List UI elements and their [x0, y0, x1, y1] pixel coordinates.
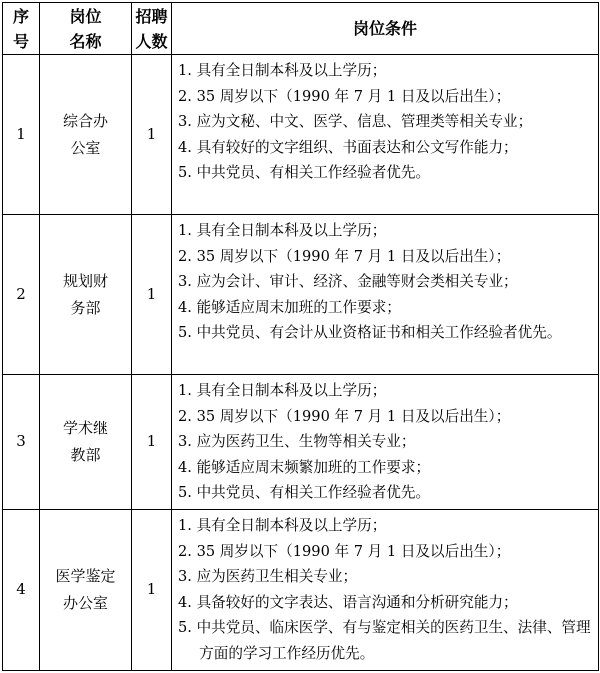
header-row — [3, 3, 599, 55]
condition-item: 1. 具有全日制本科及以上学历； — [178, 516, 387, 534]
condition-item: 4. 能够适应周末加班的工作要求； — [178, 298, 401, 316]
condition-item: 1. 具有全日制本科及以上学历； — [178, 222, 387, 239]
condition-item: 3. 应为医药卫生、生物等相关专业； — [178, 433, 416, 451]
row-position-name: 规划财 务部 — [40, 215, 132, 375]
condition-item: 4. 具备较好的文字表达、语言沟通和分析研究能力； — [178, 593, 518, 611]
condition-item: 2. 35 周岁以下（1990 年 7 月 1 日及以后出生）； — [178, 407, 511, 425]
table-row — [3, 509, 599, 670]
condition-item: 2. 35 周岁以下（1990 年 7 月 1 日及以后出生）； — [178, 247, 511, 265]
condition-item: 3. 应为医药卫生相关专业； — [178, 568, 358, 586]
condition-item: 5. 中共党员、有相关工作经验者优先。 — [178, 484, 431, 502]
row-conditions — [172, 375, 599, 510]
table-row — [3, 55, 599, 215]
condition-item: 5. 中共党员、临床医学、有与鉴定相关的医药卫生、法律、管理方面的学习工作经历优先。 — [178, 619, 591, 662]
header-conditions: 岗位条件 — [172, 3, 599, 55]
condition-item: 4. 能够适应周末频繁加班的工作要求； — [178, 458, 431, 476]
row-position-name: 学术继 教部 — [40, 375, 132, 510]
condition-item: 2. 35 周岁以下（1990 年 7 月 1 日及以后出生）； — [178, 87, 511, 105]
row-seq: 1 — [3, 55, 40, 215]
row-seq: 2 — [3, 215, 40, 375]
row-count: 1 — [132, 375, 172, 510]
table-row — [3, 375, 599, 510]
row-count: 1 — [132, 55, 172, 215]
condition-item: 4. 具有较好的文字组织、书面表达和公文写作能力； — [178, 138, 518, 156]
header-seq: 序 号 — [3, 3, 40, 55]
row-conditions — [172, 215, 599, 375]
table-row — [3, 215, 599, 375]
condition-item: 5. 中共党员、有相关工作经验者优先。 — [178, 164, 431, 182]
header-position-name: 岗位 名称 — [40, 3, 132, 55]
condition-item: 5. 中共党员、有会计从业资格证书和相关工作经验者优先。 — [178, 324, 562, 342]
condition-item: 3. 应为文秘、中文、医学、信息、管理类等相关专业； — [178, 113, 533, 131]
row-seq: 4 — [3, 509, 40, 670]
recruitment-table — [2, 2, 599, 671]
row-conditions — [172, 509, 599, 670]
row-position-name: 医学鉴定 办公室 — [40, 509, 132, 670]
condition-item: 1. 具有全日制本科及以上学历； — [178, 62, 387, 79]
row-count: 1 — [132, 215, 172, 375]
row-conditions — [172, 55, 599, 215]
condition-item: 2. 35 周岁以下（1990 年 7 月 1 日及以后出生）； — [178, 542, 511, 560]
row-seq: 3 — [3, 375, 40, 510]
condition-item: 3. 应为会计、审计、经济、金融等财会类相关专业； — [178, 273, 518, 291]
row-count: 1 — [132, 509, 172, 670]
header-hiring-count: 招聘 人数 — [132, 3, 172, 55]
row-position-name: 综合办 公室 — [40, 55, 132, 215]
condition-item: 1. 具有全日制本科及以上学历； — [178, 382, 387, 399]
